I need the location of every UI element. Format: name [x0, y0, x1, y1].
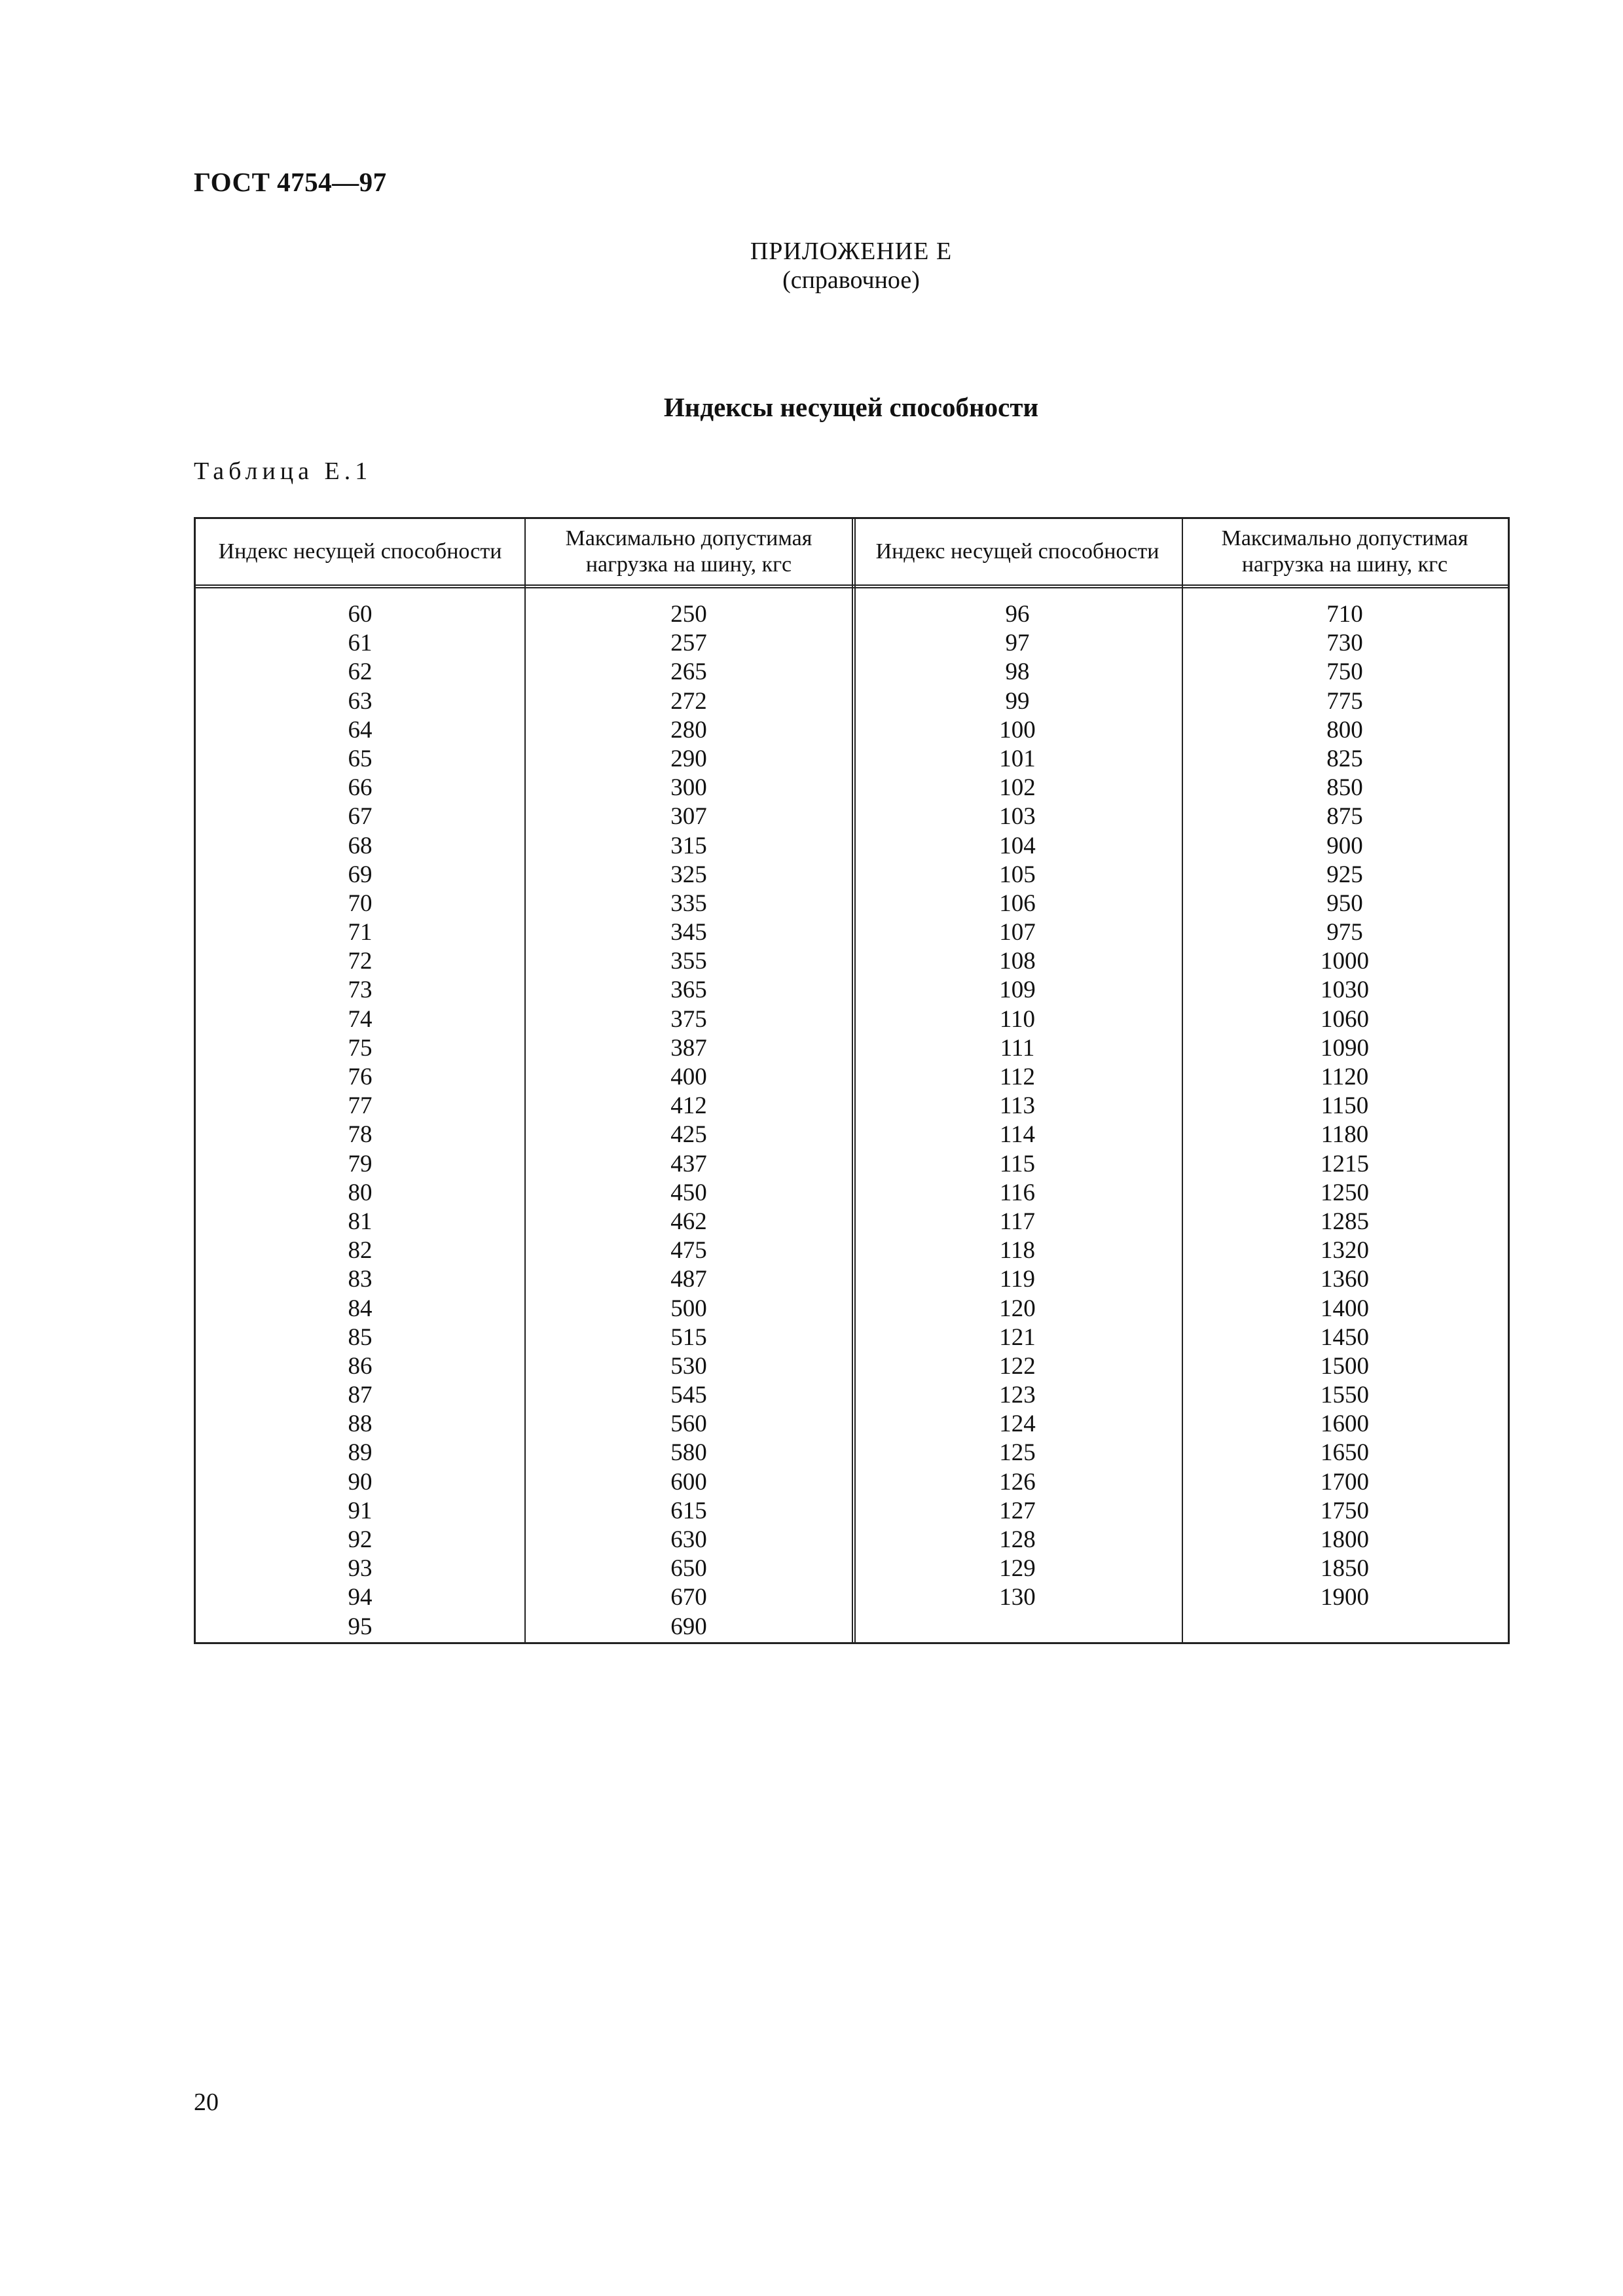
table-cell: 730: [1326, 630, 1363, 657]
table-cell: 119: [999, 1266, 1036, 1293]
table-cell: 125: [999, 1439, 1036, 1467]
appendix-heading: [0, 237, 1623, 295]
table-cell: 88: [348, 1410, 373, 1438]
table-cell: 1285: [1321, 1208, 1369, 1235]
table-cell: 670: [670, 1584, 707, 1611]
table-cell: 375: [670, 1005, 707, 1033]
table-cell: 750: [1326, 658, 1363, 686]
column-index-left: [196, 600, 524, 1641]
appendix-subtitle: (справочное): [782, 266, 920, 294]
table-cell: 90: [348, 1468, 373, 1496]
table-cell: 487: [670, 1266, 707, 1293]
table-cell: 91: [348, 1497, 373, 1524]
table-cell: 68: [348, 832, 373, 859]
table-cell: 630: [670, 1526, 707, 1553]
table-cell: 530: [670, 1352, 707, 1380]
table-cell: 1700: [1321, 1468, 1369, 1496]
table-cell: 1850: [1321, 1555, 1369, 1583]
table-cell: 63: [348, 687, 373, 715]
table-cell: 69: [348, 861, 373, 888]
table-cell: 93: [348, 1555, 373, 1583]
table-cell: 975: [1326, 919, 1363, 946]
table-cell: 1215: [1321, 1150, 1369, 1177]
table-cell: 925: [1326, 861, 1363, 888]
section-title: Индексы несущей способности: [663, 392, 1039, 422]
table-cell: 475: [670, 1237, 707, 1265]
table-cell: 515: [670, 1323, 707, 1351]
table-cell: 335: [670, 889, 707, 917]
table-cell: 615: [670, 1497, 707, 1524]
table-cell: 87: [348, 1382, 373, 1409]
table-cell: 83: [348, 1266, 373, 1293]
table-cell: 250: [670, 601, 707, 628]
table-cell: 130: [999, 1584, 1036, 1611]
table-cell: 94: [348, 1584, 373, 1611]
table-cell: 1650: [1321, 1439, 1369, 1467]
table-cell: 437: [670, 1150, 707, 1177]
table-cell: 80: [348, 1179, 373, 1206]
table-cell: 272: [670, 687, 707, 715]
table-cell: 1120: [1321, 1064, 1369, 1090]
table-cell: 95: [348, 1613, 373, 1640]
table-cell: 345: [670, 919, 707, 946]
table-cell: 1750: [1321, 1497, 1369, 1524]
table-cell: 307: [670, 803, 707, 831]
table-cell: 875: [1326, 803, 1363, 831]
table-cell: 710: [1326, 601, 1363, 628]
table-cell: 60: [348, 601, 373, 628]
table-cell: 325: [670, 861, 707, 888]
table-cell: 580: [670, 1439, 707, 1467]
table-cell: 65: [348, 745, 373, 772]
table-cell: 71: [348, 919, 373, 946]
header-index-left: Индекс несущей способности: [218, 539, 502, 564]
table-cell: 113: [999, 1092, 1036, 1120]
table-cell: 103: [999, 803, 1036, 831]
appendix-title: ПРИЛОЖЕНИЕ Е: [750, 238, 953, 265]
table-cell: 650: [670, 1555, 707, 1583]
table-cell: 61: [348, 630, 373, 657]
table-cell: 66: [348, 774, 373, 802]
table-cell: 117: [999, 1208, 1036, 1235]
table-cell: 115: [999, 1150, 1036, 1177]
table-cell: 128: [999, 1526, 1036, 1553]
header-load-left: Максимально допустимая нагрузка на шину, кгс: [565, 526, 812, 577]
table-cell: 86: [348, 1352, 373, 1380]
table-cell: 450: [670, 1179, 707, 1206]
table-cell: 850: [1326, 774, 1363, 802]
table-cell: 104: [999, 832, 1036, 859]
document-code: ГОСТ 4754—97: [194, 167, 387, 197]
table-cell: 560: [670, 1410, 707, 1438]
table-cell: 122: [999, 1352, 1036, 1380]
table-cell: 70: [348, 889, 373, 917]
table-cell: 1030: [1321, 977, 1369, 1004]
table-cell: 73: [348, 977, 373, 1004]
table-cell: 108: [999, 948, 1036, 975]
table-cell: 1400: [1321, 1295, 1369, 1322]
table-cell: 355: [670, 948, 707, 975]
table-cell: 365: [670, 977, 707, 1004]
column-index-right: [853, 600, 1182, 1613]
table-cell: 129: [999, 1555, 1036, 1583]
table-cell: 425: [670, 1121, 707, 1149]
table-cell: 462: [670, 1208, 707, 1235]
table-cell: 1060: [1321, 1005, 1369, 1033]
table-cell: 81: [348, 1208, 373, 1235]
table-cell: 950: [1326, 889, 1363, 917]
table-cell: 825: [1326, 745, 1363, 772]
table-cell: 1500: [1321, 1352, 1369, 1380]
table-cell: 74: [348, 1005, 373, 1033]
load-index-table: [194, 517, 1510, 1644]
table-cell: 1550: [1321, 1382, 1369, 1409]
table-cell: 97: [1005, 630, 1030, 657]
table-cell: 127: [999, 1497, 1036, 1524]
table-cell: 67: [348, 803, 373, 831]
table-cell: 280: [670, 716, 707, 744]
table-cell: 84: [348, 1295, 373, 1322]
table-cell: 500: [670, 1295, 707, 1322]
table-cell: 77: [348, 1092, 373, 1120]
page-number: 20: [194, 2089, 219, 2116]
header-load-right: Максимально допустимая нагрузка на шину, кгс: [1221, 526, 1468, 577]
column-load-left: [524, 600, 853, 1641]
table-cell: 96: [1005, 601, 1030, 628]
table-cell: 290: [670, 745, 707, 772]
table-cell: 85: [348, 1323, 373, 1351]
table-cell: 110: [999, 1005, 1036, 1033]
table-cell: 102: [999, 774, 1036, 802]
table-cell: 1900: [1321, 1584, 1369, 1611]
table-cell: 412: [670, 1092, 707, 1120]
table-cell: 1450: [1321, 1323, 1369, 1351]
table-cell: 111: [1000, 1034, 1035, 1062]
table-cell: 75: [348, 1034, 373, 1062]
table-cell: 114: [999, 1121, 1036, 1149]
table-cell: 300: [670, 774, 707, 802]
table-cell: 124: [999, 1410, 1036, 1438]
table-cell: 120: [999, 1295, 1036, 1322]
table-cell: 101: [999, 745, 1036, 772]
table-cell: 116: [999, 1179, 1036, 1206]
column-load-right: [1182, 600, 1508, 1613]
table-cell: 1150: [1321, 1092, 1369, 1120]
table-cell: 1600: [1321, 1410, 1369, 1438]
table-cell: 106: [999, 889, 1036, 917]
table-cell: 121: [999, 1323, 1036, 1351]
table-cell: 1800: [1321, 1526, 1369, 1553]
table-cell: 62: [348, 658, 373, 686]
table-cell: 78: [348, 1121, 373, 1149]
table-cell: 92: [348, 1526, 373, 1553]
table-cell: 105: [999, 861, 1036, 888]
table-cell: 600: [670, 1468, 707, 1496]
table-cell: 1090: [1321, 1034, 1369, 1062]
table-cell: 775: [1326, 687, 1363, 715]
table-cell: 72: [348, 948, 373, 975]
table-cell: 112: [999, 1064, 1036, 1090]
table-cell: 109: [999, 977, 1036, 1004]
table-cell: 1000: [1321, 948, 1369, 975]
table-cell: 545: [670, 1382, 707, 1409]
table-cell: 400: [670, 1064, 707, 1090]
table-cell: 1360: [1321, 1266, 1369, 1293]
table-cell: 118: [999, 1237, 1036, 1265]
table-cell: 64: [348, 716, 373, 744]
table-cell: 100: [999, 716, 1036, 744]
header-index-right: Индекс несущей способности: [875, 539, 1159, 564]
table-cell: 126: [999, 1468, 1036, 1496]
table-cell: 257: [670, 630, 707, 657]
table-cell: 107: [999, 919, 1036, 946]
table-cell: 123: [999, 1382, 1036, 1409]
table-cell: 900: [1326, 832, 1363, 859]
table-cell: 82: [348, 1237, 373, 1265]
table-cell: 1180: [1321, 1121, 1369, 1149]
table-cell: 76: [348, 1064, 373, 1090]
table-cell: 387: [670, 1034, 707, 1062]
table-cell: 79: [348, 1150, 373, 1177]
table-cell: 315: [670, 832, 707, 859]
table-cell: 265: [670, 658, 707, 686]
table-cell: 1320: [1321, 1237, 1369, 1265]
table-cell: 98: [1005, 658, 1030, 686]
table-caption: Таблица Е.1: [194, 457, 373, 485]
table-cell: 1250: [1321, 1179, 1369, 1206]
table-cell: 690: [670, 1613, 707, 1640]
table-cell: 800: [1326, 716, 1363, 744]
table-cell: 89: [348, 1439, 373, 1467]
table-cell: 99: [1005, 687, 1030, 715]
